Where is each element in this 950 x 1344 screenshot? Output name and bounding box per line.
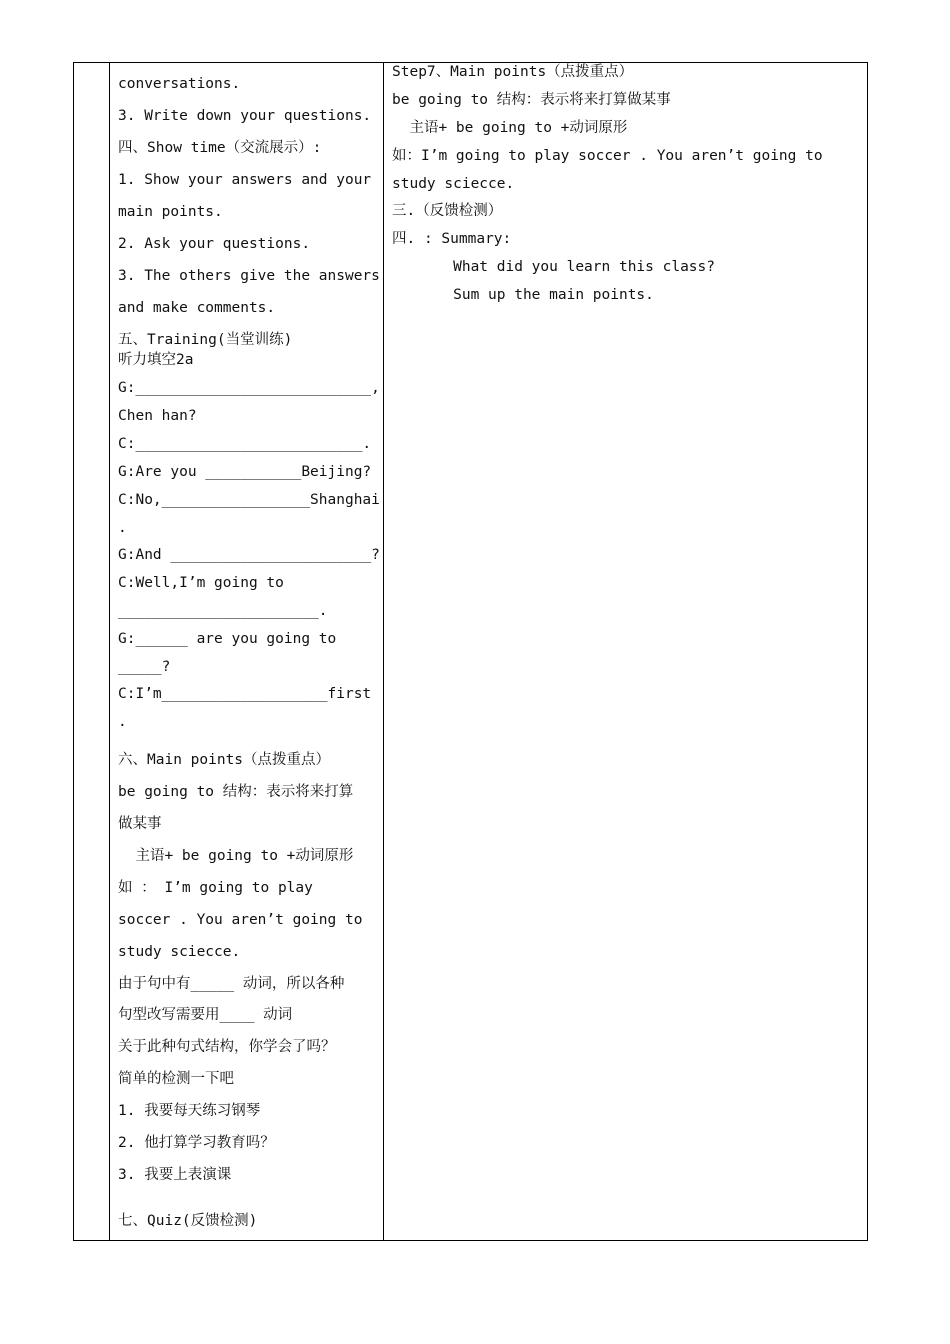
text-line: G:Are you ___________Beijing? xyxy=(118,464,372,480)
text-line: _______________________. xyxy=(118,603,328,619)
column-divider-1 xyxy=(109,62,110,1241)
section-heading: 六、Main points（点拨重点） xyxy=(118,752,331,768)
list-item: 1. 我要每天练习钢琴 xyxy=(118,1103,261,1119)
text-line: 1. Show your answers and your xyxy=(118,172,372,188)
list-item: 3. 我要上表演课 xyxy=(118,1167,232,1183)
text-line: main points. xyxy=(118,204,223,220)
text-line: . xyxy=(118,520,127,536)
column-divider-2 xyxy=(383,62,384,1241)
text-line: C:__________________________. xyxy=(118,436,372,452)
text-line: G:And _______________________? xyxy=(118,547,380,563)
text-line: G:______ are you going to xyxy=(118,631,337,647)
text-line: G:___________________________, xyxy=(118,380,380,396)
text-line: be going to 结构：表示将来打算做某事 xyxy=(392,92,671,108)
section-heading: 七、Quiz(反馈检测) xyxy=(118,1213,258,1229)
section-heading: 五、Training(当堂训练) xyxy=(118,332,293,348)
text-line: 2. Ask your questions. xyxy=(118,236,311,252)
text-line: 四、Show time（交流展示）: xyxy=(118,140,322,156)
text-line: 句型改写需要用____ 动词 xyxy=(118,1007,293,1023)
list-item: 2. 他打算学习教育吗？ xyxy=(118,1135,275,1151)
text-line: 听力填空2a xyxy=(118,352,194,368)
text-line: 主语+ be going to +动词原形 xyxy=(118,848,354,864)
section-heading: Step7、Main points（点拨重点） xyxy=(392,64,634,80)
text-line: soccer . You aren’t going to xyxy=(118,912,363,928)
text-line: study sciecce. xyxy=(392,176,515,192)
text-line: C:I’m___________________first xyxy=(118,686,372,702)
text-line: 做某事 xyxy=(118,816,162,832)
text-line: Sum up the main points. xyxy=(392,287,654,303)
section-heading: 四. : Summary: xyxy=(392,231,512,247)
text-line: Chen han? xyxy=(118,408,197,424)
text-line: be going to 结构：表示将来打算 xyxy=(118,784,354,800)
text-line: 3. The others give the answers xyxy=(118,268,380,284)
text-line: C:No,_________________Shanghai xyxy=(118,492,380,508)
section-heading: 三.（反馈检测） xyxy=(392,203,503,219)
text-line: _____? xyxy=(118,659,171,675)
text-line: 如：I’m going to play soccer . You aren’t going to xyxy=(392,148,823,164)
text-line: 简单的检测一下吧 xyxy=(118,1071,234,1087)
text-line: C:Well,I’m going to xyxy=(118,575,284,591)
text-line: 由于句中有_____ 动词，所以各种 xyxy=(118,976,345,992)
text-line: 关于此种句式结构，你学会了吗？ xyxy=(118,1039,336,1055)
text-line: 如 ： I’m going to play xyxy=(118,880,313,896)
text-line: What did you learn this class? xyxy=(392,259,716,275)
text-line: 3. Write down your questions. xyxy=(118,108,372,124)
text-line: 主语+ be going to +动词原形 xyxy=(392,120,628,136)
text-line: study sciecce. xyxy=(118,944,241,960)
text-line: . xyxy=(118,714,127,730)
text-line: conversations. xyxy=(118,76,241,92)
text-line: and make comments. xyxy=(118,300,276,316)
